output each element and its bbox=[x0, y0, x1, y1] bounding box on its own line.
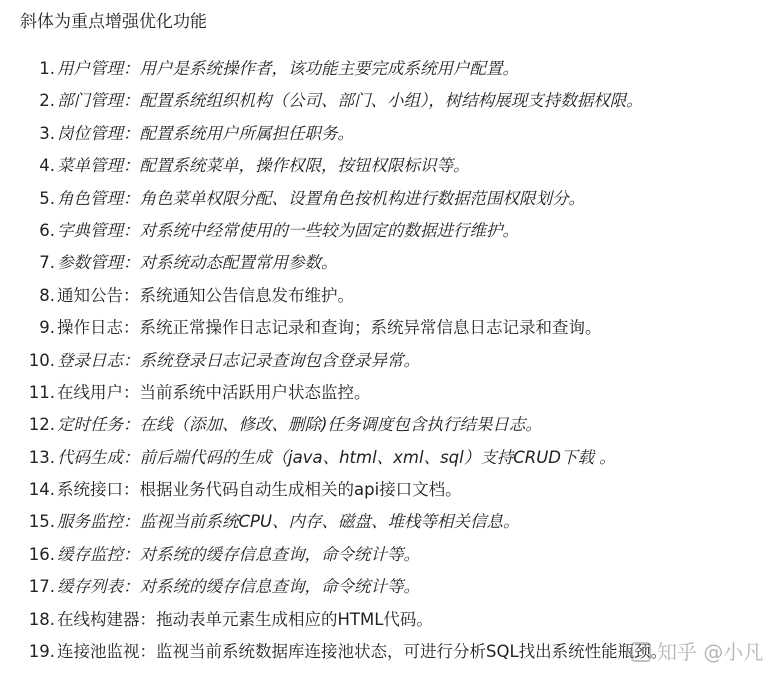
list-item-text: 岗位管理：配置系统用户所属担任职务。 bbox=[57, 123, 354, 143]
list-item bbox=[0, 543, 784, 575]
list-item bbox=[0, 57, 784, 89]
list-item bbox=[0, 122, 784, 154]
list-item-number: 1. bbox=[39, 59, 55, 78]
list-item-number: 17. bbox=[28, 577, 55, 597]
list-item-number: 18. bbox=[28, 609, 55, 629]
list-item bbox=[0, 187, 784, 219]
list-item-number: 4. bbox=[39, 156, 55, 176]
list-item-number: 6. bbox=[39, 220, 55, 240]
list-item-text: 菜单管理：配置系统菜单，操作权限，按钮权限标识等。 bbox=[57, 156, 470, 176]
list-item bbox=[0, 446, 784, 478]
watermark bbox=[631, 638, 763, 666]
list-item-text: 连接池监视：监视当前系统数据库连接池状态，可进行分析SQL找出系统性能瓶颈。 bbox=[57, 642, 668, 662]
list-item bbox=[0, 575, 784, 607]
list-item bbox=[0, 89, 784, 121]
list-item bbox=[0, 154, 784, 186]
list-item-text: 在线用户：当前系统中活跃用户状态监控。 bbox=[57, 382, 371, 402]
list-item-text: 操作日志：系统正常操作日志记录和查询；系统异常信息日志记录和查询。 bbox=[57, 318, 602, 338]
list-item-number: 5. bbox=[39, 188, 55, 208]
list-item-text: 登录日志：系统登录日志记录查询包含登录异常。 bbox=[57, 350, 420, 370]
feature-list bbox=[0, 57, 784, 672]
list-item bbox=[0, 381, 784, 413]
list-item-text: 部门管理：配置系统组织机构（公司、部门、小组），树结构展现支持数据权限。 bbox=[57, 91, 643, 111]
list-item bbox=[0, 316, 784, 348]
list-item-text: 缓存列表：对系统的缓存信息查询，命令统计等。 bbox=[57, 577, 420, 597]
list-item-text: 服务监控：监视当前系统CPU、内存、磁盘、堆栈等相关信息。 bbox=[57, 512, 520, 532]
list-item bbox=[0, 251, 784, 283]
list-item-text: 通知公告：系统通知公告信息发布维护。 bbox=[57, 285, 354, 305]
list-item-text: 角色管理：角色菜单权限分配、设置角色按机构进行数据范围权限划分。 bbox=[57, 188, 585, 208]
list-item-number: 19. bbox=[28, 642, 55, 662]
watermark-text: 知乎 @小凡 bbox=[657, 640, 764, 664]
list-item-text: 用户管理：用户是系统操作者，该功能主要完成系统用户配置。 bbox=[57, 59, 519, 78]
list-item bbox=[0, 478, 784, 510]
list-item-number: 14. bbox=[28, 480, 55, 500]
list-item bbox=[0, 510, 784, 542]
list-item-number: 12. bbox=[28, 415, 55, 435]
list-item-number: 15. bbox=[28, 512, 55, 532]
intro-text: 斜体为重点增强优化功能 bbox=[20, 12, 207, 32]
list-item-number: 10. bbox=[28, 350, 55, 370]
list-item-text: 缓存监控：对系统的缓存信息查询，命令统计等。 bbox=[57, 544, 420, 564]
list-item bbox=[0, 349, 784, 381]
list-item-number: 16. bbox=[28, 544, 55, 564]
list-item-number: 2. bbox=[39, 91, 55, 111]
list-item bbox=[0, 608, 784, 640]
list-item-text: 系统接口：根据业务代码自动生成相关的api接口文档。 bbox=[57, 480, 462, 500]
list-item-number: 3. bbox=[39, 123, 55, 143]
list-item-number: 9. bbox=[39, 318, 55, 338]
list-item bbox=[0, 284, 784, 316]
list-item bbox=[0, 219, 784, 251]
zhihu-logo-icon bbox=[631, 642, 651, 662]
list-item-number: 13. bbox=[28, 447, 55, 467]
list-item-text: 定时任务：在线（添加、修改、删除)任务调度包含执行结果日志。 bbox=[57, 415, 542, 435]
list-item-text: 字典管理：对系统中经常使用的一些较为固定的数据进行维护。 bbox=[57, 220, 519, 240]
list-item-number: 7. bbox=[39, 253, 55, 273]
list-item-number: 8. bbox=[39, 285, 55, 305]
list-item-text: 参数管理：对系统动态配置常用参数。 bbox=[57, 253, 338, 273]
list-item bbox=[0, 413, 784, 445]
list-item-text: 代码生成：前后端代码的生成（java、html、xml、sql）支持CRUD下载 。 bbox=[57, 447, 616, 467]
list-item-number: 11. bbox=[28, 382, 55, 402]
list-item-text: 在线构建器：拖动表单元素生成相应的HTML代码。 bbox=[57, 609, 433, 629]
